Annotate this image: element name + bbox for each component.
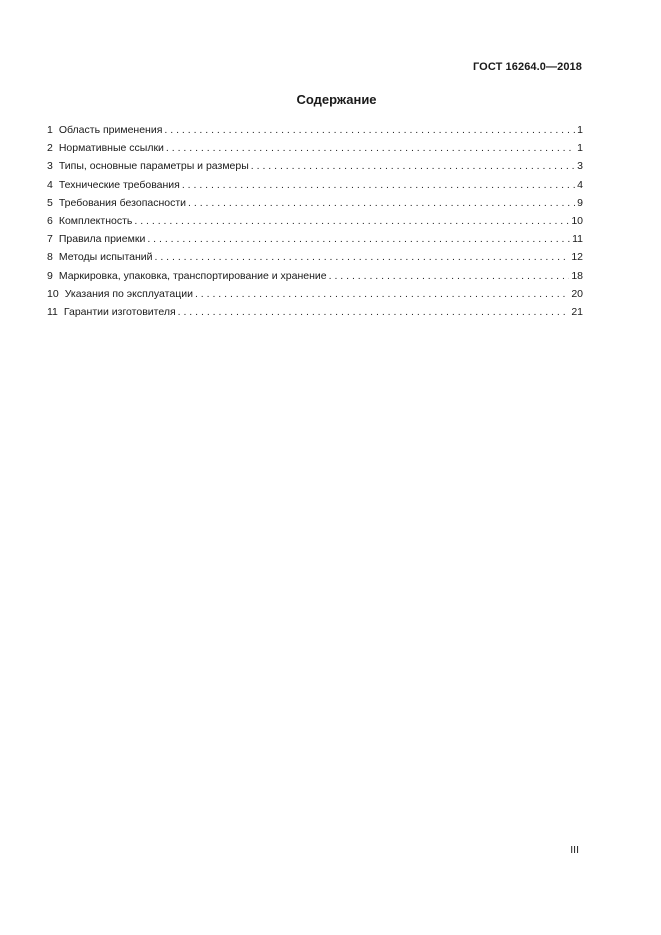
toc-leader-dots <box>251 157 575 175</box>
toc-leader-dots <box>178 303 570 321</box>
toc-entry-number: 7 <box>47 233 53 246</box>
toc-entry-page: 18 <box>571 269 583 282</box>
toc-leader-dots <box>155 248 570 266</box>
toc-entry[interactable] <box>47 212 583 230</box>
toc-leader-dots <box>164 121 575 139</box>
toc-entry-number: 9 <box>47 269 53 282</box>
toc-entry-title: Гарантии изготовителя <box>63 305 176 318</box>
toc-entry-page: 4 <box>577 178 583 191</box>
toc-entry-page: 9 <box>577 196 583 209</box>
toc-entry-title: Маркировка, упаковка, транспортирование и хранение <box>58 269 327 282</box>
toc-entry-page: 11 <box>572 233 583 246</box>
page-number: III <box>570 844 579 856</box>
toc-leader-dots <box>195 285 569 303</box>
toc-entry-page: 3 <box>577 160 583 173</box>
document-code: ГОСТ 16264.0—2018 <box>472 61 582 73</box>
toc-entry-page: 1 <box>577 124 583 136</box>
toc-entry-title: Указания по эксплуатации <box>64 287 193 300</box>
toc-leader-dots <box>188 194 575 212</box>
toc-entry-page: 12 <box>571 251 583 264</box>
toc-entry[interactable] <box>47 157 583 175</box>
toc-title: Содержание <box>296 92 377 107</box>
toc-entry[interactable] <box>47 139 583 157</box>
toc-entry-page: 10 <box>571 214 583 227</box>
toc-entry-number: 11 <box>47 305 58 318</box>
toc-entry[interactable] <box>47 267 583 285</box>
toc-entry-title: Нормативные ссылки <box>58 142 164 155</box>
toc-entry-number: 8 <box>47 251 53 264</box>
toc-entry-title: Типы, основные параметры и размеры <box>58 160 249 173</box>
toc-entry[interactable] <box>47 248 583 266</box>
toc-entry-number: 4 <box>47 178 53 191</box>
toc-entry-title: Область применения <box>58 124 163 136</box>
toc-entry[interactable] <box>47 176 583 194</box>
toc-leader-dots <box>147 230 570 248</box>
toc-entry-title: Методы испытаний <box>58 251 153 264</box>
toc-entry-page: 1 <box>577 142 583 155</box>
toc-entry-title: Технические требования <box>58 178 180 191</box>
toc-entry-page: 21 <box>571 305 583 318</box>
toc-entry-number: 1 <box>47 124 53 136</box>
toc-entry-number: 3 <box>47 160 53 173</box>
toc-entry-title: Требования безопасности <box>58 196 187 209</box>
toc-leader-dots <box>329 267 570 285</box>
toc-entry-title: Правила приемки <box>58 233 146 246</box>
toc-entry[interactable] <box>47 194 583 212</box>
toc-leader-dots <box>134 212 569 230</box>
toc-entry-number: 2 <box>47 142 53 155</box>
toc-entry-page: 20 <box>571 287 583 300</box>
toc-entry-number: 6 <box>47 214 53 227</box>
toc-entry[interactable] <box>47 303 583 321</box>
toc-entry-title: Комплектность <box>58 214 133 227</box>
toc-entry[interactable] <box>47 121 583 139</box>
toc-entry-number: 10 <box>47 287 59 300</box>
toc-entry[interactable] <box>47 230 583 248</box>
toc-leader-dots <box>166 139 575 157</box>
toc-entry[interactable] <box>47 285 583 303</box>
toc-entry-number: 5 <box>47 196 53 209</box>
toc-leader-dots <box>182 176 575 194</box>
table-of-contents <box>47 121 583 321</box>
